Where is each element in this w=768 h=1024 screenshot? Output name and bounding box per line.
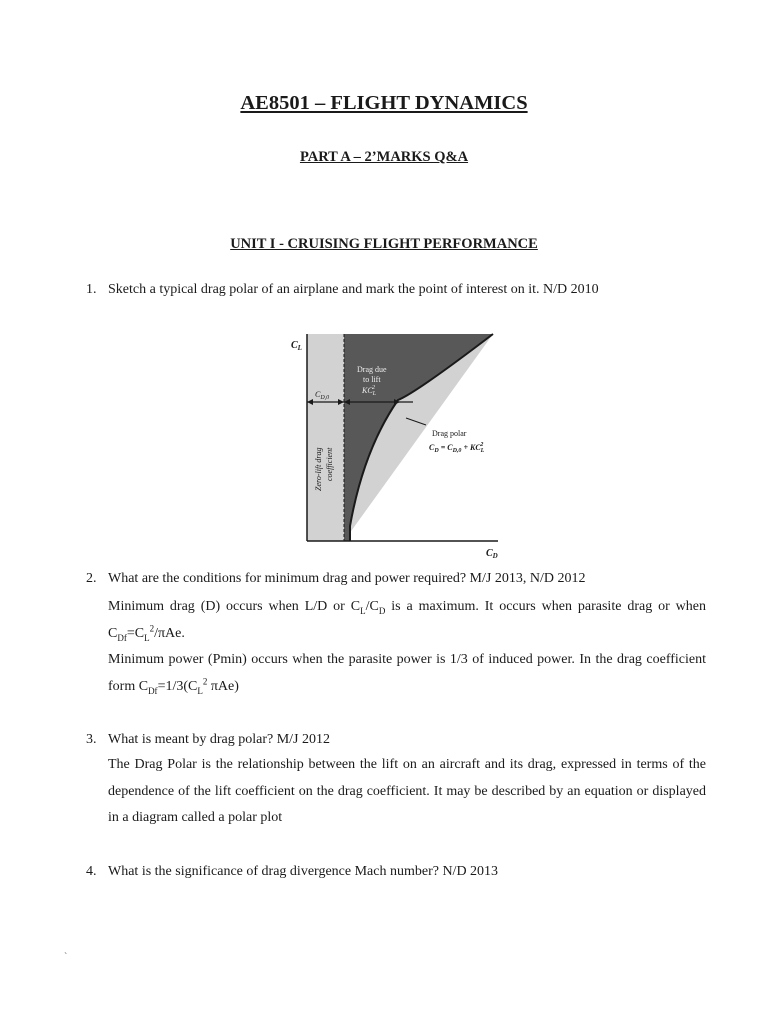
x-axis-label: $C_D$ <box>486 548 498 560</box>
drag-polar-figure <box>288 326 512 562</box>
answer-paragraph: Minimum power (Pmin) occurs when the parasite power is 1/3 of induced power. In the drag coefficient form $C_{Df}=1/3(C_L^2$ πAe) <box>108 652 706 696</box>
document-subtitle: PART A – 2’MARKS Q&A <box>299 149 469 165</box>
drag-due-label: $KC_L2$ <box>362 385 377 397</box>
question-number: 2. <box>86 571 97 586</box>
zero-lift-band <box>307 334 344 541</box>
answer-paragraph: Minimum drag (D) occurs when L/D or $C_L/C_D$ is a maximum. It occurs when parasite drag or when $C_{Df}=C_L^2$/πAe. <box>108 599 706 643</box>
drag-polar-label: Drag polar <box>432 429 467 438</box>
drag-due-label: Drag due <box>357 365 387 374</box>
question-number: 4. <box>86 864 97 879</box>
zero-lift-label: Zero-lift drag <box>314 447 323 491</box>
answer-3 <box>108 752 706 832</box>
question-text: What is meant by drag polar? M/J 2012 <box>108 732 331 747</box>
cd0-label: $C_{D,0}$ <box>315 390 330 401</box>
drag-due-label: to lift <box>363 375 381 384</box>
question-text: Sketch a typical drag polar of an airplane and mark the point of interest on it. N/D 2010 <box>108 282 599 297</box>
zero-lift-label: coefficient <box>325 447 334 481</box>
question-number: 1. <box>86 282 97 297</box>
document-title: AE8501 – FLIGHT DYNAMICS <box>240 92 528 114</box>
question-text: What are the conditions for minimum drag and power required? M/J 2013, N/D 2012 <box>108 571 586 586</box>
drag-polar-equation: $C_D = C_{D,0} + KC_L2$ <box>429 442 485 454</box>
stray-mark: ` <box>64 952 68 963</box>
unit-heading: UNIT I - CRUISING FLIGHT PERFORMANCE <box>230 236 538 252</box>
question-number: 3. <box>86 732 97 747</box>
question-text: What is the significance of drag divergence Mach number? N/D 2013 <box>108 864 499 879</box>
answer-paragraph: The Drag Polar is the relationship between the lift on an aircraft and its drag, expressed in terms of the dependence of the lift coefficient on the drag coefficient. It may be described by an equation or displayed in a diagram called a polar plot <box>108 757 706 825</box>
y-axis-label: $C_L$ <box>291 340 302 352</box>
drag-polar-diagram <box>288 326 512 562</box>
answer-2 <box>108 594 706 700</box>
